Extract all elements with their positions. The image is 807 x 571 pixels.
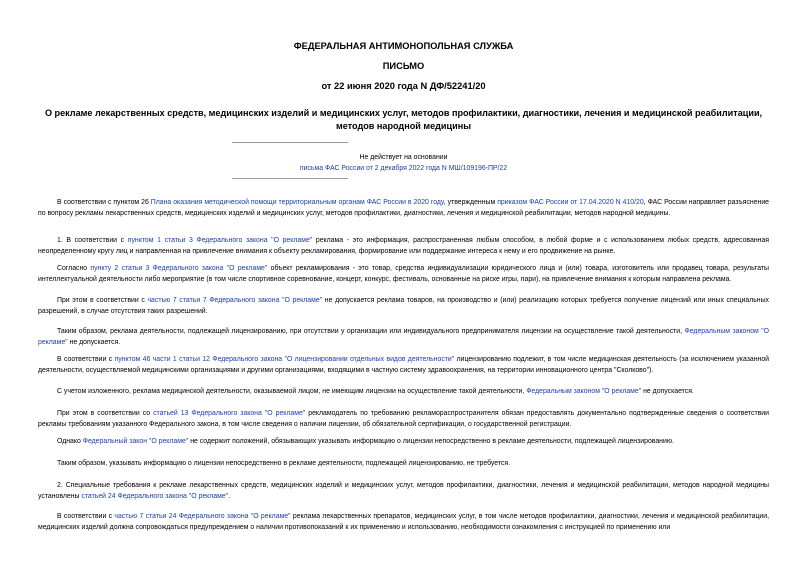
paragraph-text: Согласно [57, 265, 91, 272]
paragraph-text: 2. Специальные требования к рекламе лекарственных средств, медицинских изделий и медицинских услуг, методов профилактики, диагностики, лечения и медицинской реабилитации, методов народной медицины установлены [38, 482, 769, 500]
paragraph-text: В соответствии с [57, 356, 115, 363]
paragraph-text: С учетом изложенного, реклама медицинской деятельности, оказываемой лицом, не имеющим лицензии на осуществление такой деятельности, [57, 388, 527, 395]
notice-link[interactable]: письма ФАС России от 2 декабря 2022 года N МШ/109196-ПР/22 [299, 164, 508, 172]
paragraph-text: Таким образом, реклама деятельности, подлежащей лицензированию, при отсутствии у организации или индивидуального предпринимателя лицензии на осуществление такой деятельности, [57, 328, 685, 335]
paragraph-text: рекламодатель по требованию рекламораспространителя обязан предоставлять документально подтвержденные сведения о соответствии рекламы требованиям указанного Федерального закона, в том числе сведения о наличии лицензии, об обязательной сертификации, о государственной регистрации. [38, 410, 770, 428]
law-reference-link[interactable]: пунктом 1 статьи 3 Федерального закона "О рекламе" [127, 237, 313, 244]
document-type: ПИСЬМО [382, 61, 425, 71]
body-paragraph [38, 409, 769, 430]
law-reference-link[interactable]: пункту 2 статьи 3 Федерального закона "О рекламе" [90, 265, 268, 272]
paragraph-text: При этом в соответствии со [57, 410, 154, 417]
status-notice [0, 153, 807, 174]
body-paragraph [38, 198, 769, 219]
paragraph-text: объект рекламирования - это товар, средства индивидуализации юридического лица и (или) товара, изготовитель или продавец товара, результаты интеллектуальной деятельности либо мероприятие (в том числе спортивное соревнование, концерт, конкурс, фестиваль, основанные на риске игры, пари), на привлечение внимания к которым направлена реклама. [38, 265, 769, 283]
law-reference-link[interactable]: Плана оказания методической помощи территориальным органам ФАС России в 2020 году [150, 199, 444, 206]
document-date: от 22 июня 2020 года N ДФ/52241/20 [321, 81, 486, 91]
paragraph-text: В соответствии с пунктом 26 [57, 199, 151, 206]
paragraph-text: не допускается реклама товаров, на производство и (или) реализацию которых требуется получение лицензий или иных специальных разрешений, в случае отсутствия таких разрешений. [38, 297, 770, 315]
paragraph-text: , утвержденным [443, 199, 498, 206]
body-paragraph [38, 264, 769, 285]
document-title: О рекламе лекарственных средств, медицинских изделий и медицинских услуг, методов профилактики, диагностики, лечения и медицинской реабилитации, методов народной медицины [44, 108, 763, 131]
body-paragraph [38, 355, 769, 376]
law-reference-link[interactable]: Федеральным законом "О рекламе" [38, 328, 769, 346]
law-reference-link[interactable]: пунктом 46 части 1 статьи 12 Федерального закона "О лицензировании отдельных видов деятельности" [114, 356, 455, 363]
paragraph-text: не допускается. [67, 338, 121, 346]
paragraph-text: . [228, 492, 231, 500]
body-paragraph [38, 387, 769, 398]
paragraph-text: В соответствии с [57, 513, 115, 520]
paragraph-text: , ФАС России направляет разъяснение по вопросу рекламы лекарственных средств, медицинских изделий и медицинских услуг, методов профилактики, диагностики, лечения и медицинской реабилитации, методов народной медицины. [38, 199, 770, 217]
body-paragraph [38, 327, 769, 348]
paragraph-text: реклама лекарственных препаратов, медицинских услуг, в том числе методов профилактики, диагностики, лечения и медицинской реабилитации, медицинских изделий должна сопровождаться предупреждением о наличии противопоказаний к их применению и использованию, необходимости ознакомления с инструкцией по применению или [38, 513, 770, 531]
body-paragraph [38, 481, 769, 502]
law-reference-link[interactable]: Федеральный закон "О рекламе" [82, 438, 189, 445]
paragraph-text: реклама - это информация, распространенная любым способом, в любой форме и с использованием любых средств, адресованная неопределенному кругу лиц и направленная на привлечение внимания к объекту рекламирования, формирование или поддержание интереса к нему и его продвижение на рынке. [38, 237, 770, 255]
law-reference-link[interactable]: статьей 24 Федерального закона "О рекламе" [81, 492, 229, 500]
paragraph-text: не содержит положений, обязывающих указывать информацию о лицензии непосредственно в рекламе деятельности, подлежащей лицензированию. [188, 438, 674, 445]
paragraph-text: 1. В соответствии с [57, 237, 128, 244]
paragraph-text: Таким образом, указывать информацию о лицензии непосредственно в рекламе деятельности, подлежащей лицензированию, не требуется. [57, 460, 511, 467]
divider-top [232, 142, 348, 143]
paragraph-text: Однако [57, 438, 83, 445]
law-reference-link[interactable]: частью 7 статьи 7 Федерального закона "О рекламе" [147, 297, 323, 304]
law-reference-link[interactable]: частью 7 статьи 24 Федерального закона "О рекламе" [114, 513, 291, 520]
body-paragraph [38, 512, 769, 533]
paragraph-text: не допускается. [641, 388, 694, 395]
body-paragraph [38, 296, 769, 317]
law-reference-link[interactable]: приказом ФАС России от 17.04.2020 N 410/20 [497, 199, 644, 206]
body-paragraph [38, 437, 769, 448]
agency-name: ФЕДЕРАЛЬНАЯ АНТИМОНОПОЛЬНАЯ СЛУЖБА [293, 41, 514, 51]
paragraph-text: лицензированию подлежит, в том числе медицинская деятельность (за исключением указанной деятельности, осуществляемой медицинскими организациями и другими организациями, входящими в частную систему здравоохранения, на территории инновационного центра "Сколково"). [38, 356, 769, 374]
law-reference-link[interactable]: Федеральным законом "О рекламе" [526, 388, 642, 395]
divider-bottom [232, 178, 348, 179]
notice-text: Не действует на основании [359, 154, 448, 161]
body-paragraph [38, 459, 769, 470]
law-reference-link[interactable]: статьей 13 Федерального закона "О рекламе" [153, 410, 306, 417]
paragraph-text: При этом в соответствии с [57, 297, 148, 304]
body-paragraph [38, 236, 769, 257]
